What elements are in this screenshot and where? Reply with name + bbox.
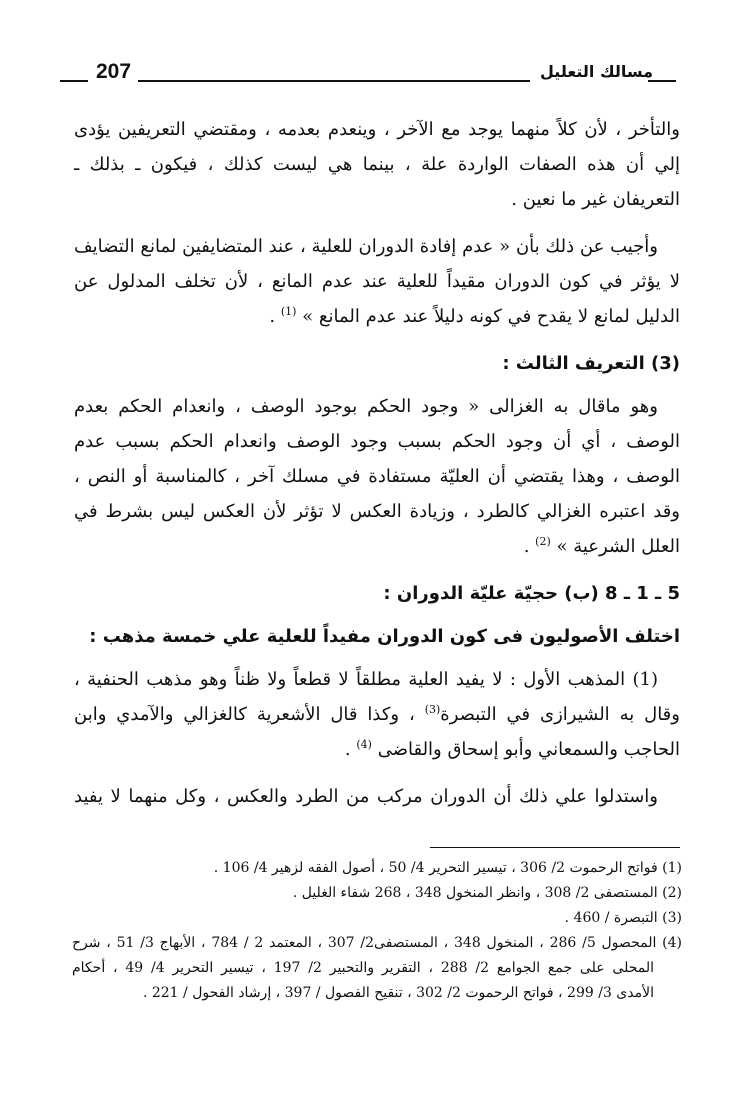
paragraph-argument — [74, 779, 680, 814]
heading-third-definition: (3) التعريف الثالث : — [502, 353, 680, 374]
footnote-separator — [430, 847, 680, 848]
footnote-4-line-3: الأمدى 3/ 299 ، فواتح الرحموت 2/ 302 ، تنقيح الفصول / 397 ، إرشاد الفحول / 221 . — [142, 985, 654, 1001]
running-title: مسالك التعليل — [540, 62, 654, 81]
paragraph-end: . — [344, 739, 357, 760]
paragraph-text: (1) المذهب الأول : لا يفيد العلية مطلقاً لا قطعاً ولا ظناً وهو مذهب الحنفية ، وقال به الشيرازى في التبصرة — [74, 669, 680, 725]
paragraph-end: . — [523, 536, 536, 557]
footnote-2: (2) المستصفى 2/ 308 ، وانظر المنخول 348 ، 268 شفاء الغليل . — [292, 885, 682, 901]
paragraph-text: ، وكذا قال الأشعرية كالغزالي والآمدي وابن الحاجب والسمعاني وأبو إسحاق والقاضى — [74, 704, 680, 760]
paragraph-response — [74, 229, 680, 334]
body-text — [74, 112, 680, 826]
footnote-ref: (4) — [356, 738, 372, 751]
header-rule-right — [648, 80, 676, 82]
heading-section: 5 ـ 1 ـ 8 (ب) حجيّة عليّة الدوران : — [383, 583, 680, 604]
paragraph-text: وهو ماقال به الغزالى « وجود الحكم بوجود الوصف ، وانعدام الحكم بعدم الوصف ، أي أن وجود الحكم بسبب وجود الوصف وانعدام الحكم بسبب عدم الوصف ، وهذا يقتضي أن العليّة مستفادة في مسلك آخر ، كالمناسبة أو النص ، وقد اعتبره الغزالي كالطرد ، وزيادة العكس لا تؤثر لأن العكس ليس بشرط في العلل الشرعية » — [74, 396, 680, 557]
footnote-4-line-2: المحلى على جمع الجوامع 2/ 288 ، التقرير والتحبير 2/ 197 ، تيسير التحرير 4/ 49 ، أحكام — [72, 960, 654, 976]
paragraph-ghazali — [74, 389, 680, 564]
footnote-ref: (2) — [535, 535, 551, 548]
paragraph-text: واستدلوا علي ذلك أن الدوران مركب من الطرد والعكس ، وكل منهما لا يفيد — [74, 786, 658, 807]
running-header — [60, 56, 680, 92]
heading-disagreement: اختلف الأصوليون فى كون الدوران مفيداً للعلية علي خمسة مذهب : — [89, 626, 680, 647]
header-rule-left — [60, 80, 88, 82]
footnote-1: (1) فواتح الرحموت 2/ 306 ، تيسير التحرير 4/ 50 ، أصول الفقه لزهير 4/ 106 . — [213, 860, 682, 876]
paragraph-text: وأجيب عن ذلك بأن « عدم إفادة الدوران للعلية ، عند المتضايفين لمانع التضايف لا يؤثر في كون الدوران مقيداً للعلية عند عدم المانع ، لأن تخلف المدلول عن الدليل لمانع لا يقدح في كونه دليلاً عند عدم المانع » — [74, 236, 680, 327]
footnotes — [72, 856, 682, 1006]
paragraph-end: . — [269, 306, 281, 327]
paragraph-first-school — [74, 662, 680, 767]
header-rule-middle — [138, 80, 530, 82]
footnote-4-line-1: (4) المحصول 5/ 286 ، المنخول 348 ، المستصفى2/ 307 ، المعتمد 2 / 784 ، الأبهاج 3/ 51 ، شرح — [72, 935, 683, 951]
footnote-ref: (3) — [424, 703, 441, 716]
footnote-ref: (1) — [280, 305, 297, 318]
page-number: 207 — [96, 60, 132, 83]
footnote-3: (3) التبصرة / 460 . — [564, 910, 682, 926]
paragraph-text: والتأخر ، لأن كلاً منهما يوجد مع الآخر ، وينعدم بعدمه ، ومقتضي التعريفين يؤدى إلي أن هذه الصفات الواردة علة ، بينما هي ليست كذلك ، فيكون ـ بذلك ـ التعريفان غير ما نعين . — [74, 119, 680, 210]
paragraph-continuation — [74, 112, 680, 217]
